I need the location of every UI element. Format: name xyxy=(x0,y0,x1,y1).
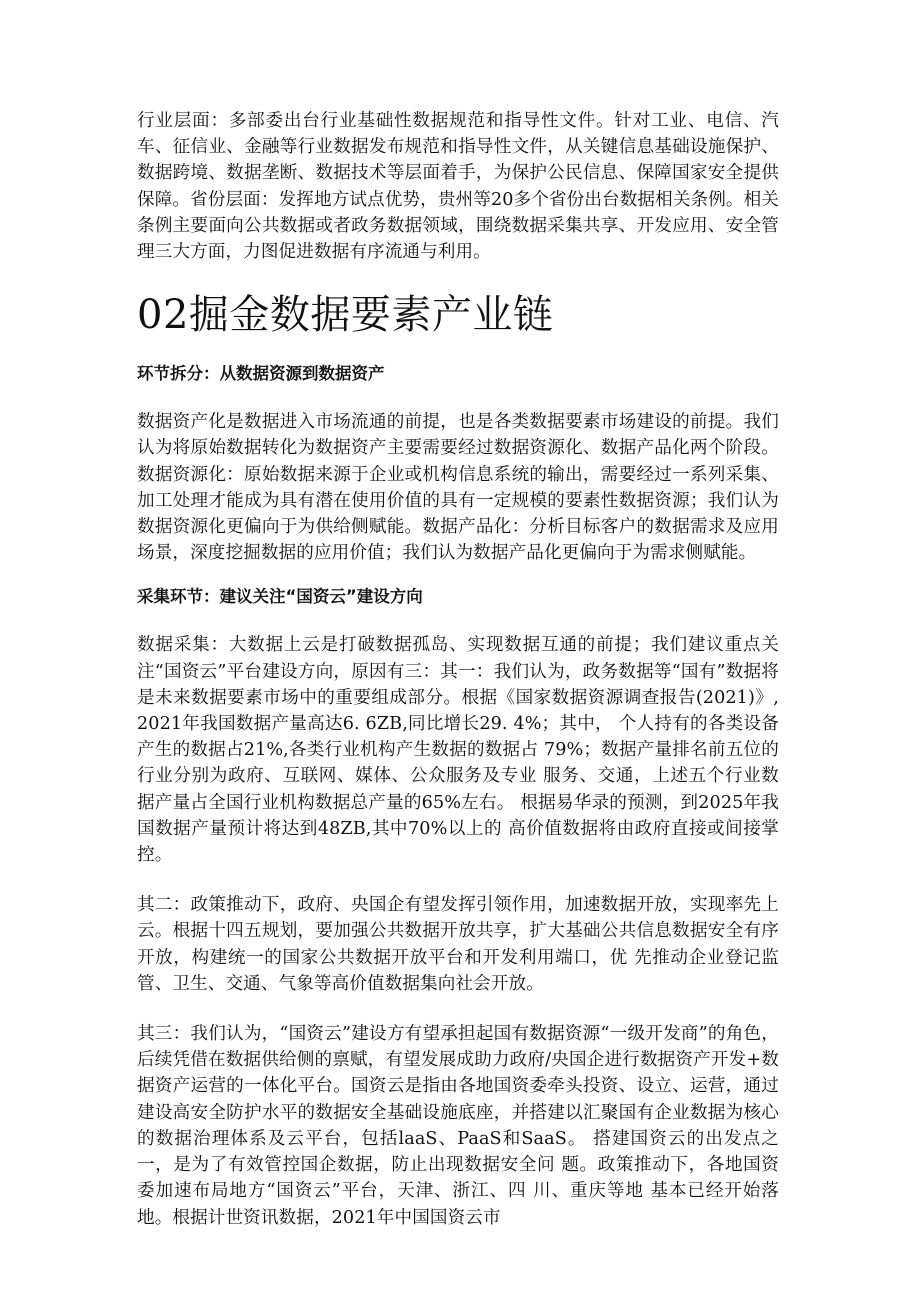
document-page xyxy=(137,108,779,1231)
paragraph-reason-two: 其二：政策推动下，政府、央国企有望发挥引领作用，加速数据开放，实现率先上云。根据十四五规划，要加强公共数据开放共享，扩大基础公共信息数据安全有序开放，构建统一的国家公共数据开放平台和开发利用端口，优 先推动企业登记监管、卫生、交通、气象等高价值数据集向社会开放。 xyxy=(137,895,779,994)
intro-paragraph: 行业层面：多部委出台行业基础性数据规范和指导性文件。针对工业、电信、汽车、征信业、金融等行业数据发布规范和指导性文件，从关键信息基础设施保护、数据跨境、数据垄断、数据技术等层面着手，为保护公民信息、保障国家安全提供保障。省份层面：发挥地方试点优势，贵州等20多个省份出台数据相关条例。相关条例主要面向公共数据或者政务数据领域，围绕数据采集共享、开发应用、安全管理三大方面，力图促进数据有序流通与利用。 xyxy=(137,111,779,263)
subsection-heading-collection: 采集环节：建议关注“国资云”建设方向 xyxy=(137,587,423,607)
subsection-heading-resource-to-asset: 环节拆分：从数据资源到数据资产 xyxy=(137,364,385,384)
paragraph-reason-three: 其三：我们认为，“国资云”建设方有望承担起国有数据资源“一级开发商”的角色，后续凭借在数据供给侧的禀赋，有望发展成助力政府/央国企进行数据资产开发+数据资产运营的一体化平台。国资云是指由各地国资委牵头投资、设立、运营，通过建设高安全防护水平的数据安全基础设施底座，并搭建以汇聚国有企业数据为核心的数据治理体系及云平台，包括laaS、PaaS和SaaS。 搭建国资云的出发点之一，是为了有效管控国企数据，防止出现数据安全问 题。政策推动下，各地国资委加速布局地方“国资云”平台，天津、浙江、四 川、重庆等地 基本已经开始落地。根据计世资讯数据，2021年中国国资云市 xyxy=(137,1024,779,1228)
section-title: 02掘金数据要素产业链 xyxy=(137,292,554,339)
paragraph-data-collection: 数据采集：大数据上云是打破数据孤岛、实现数据互通的前提；我们建议重点关注“国资云”平台建设方向，原因有三：其一：我们认为，政务数据等“国有”数据将是未来数据要素市场中的重要组成部分。根据《国家数据资源调查报告(2021)》,2021年我国数据产量高达6. 6ZB,同比增长29. 4%；其中， 个人持有的各类设备产生的数据占21%,各类行业机构产生数据的数据占 79%；数据产量排名前五位的行业分别为政府、互联网、媒体、公众服务及专业 服务、交通，上述五个行业数据产量占全国行业机构数据总产量的65%左右。 根据易华录的预测，到2025年我国数据产量预计将达到48ZB,其中70%以上的 高价值数据将由政府直接或间接掌控。 xyxy=(137,635,779,866)
paragraph-data-assetization: 数据资产化是数据进入市场流通的前提，也是各类数据要素市场建设的前提。我们认为将原始数据转化为数据资产主要需要经过数据资源化、数据产品化两个阶段。数据资源化：原始数据来源于企业或机构信息系统的输出，需要经过一系列采集、加工处理才能成为具有潜在使用价值的具有一定规模的要素性数据资源；我们认为数据资源化更偏向于为供给侧赋能。数据产品化：分析目标客户的数据需求及应用场景，深度挖掘数据的应用价值；我们认为数据产品化更偏向于为需求侧赋能。 xyxy=(137,412,779,564)
